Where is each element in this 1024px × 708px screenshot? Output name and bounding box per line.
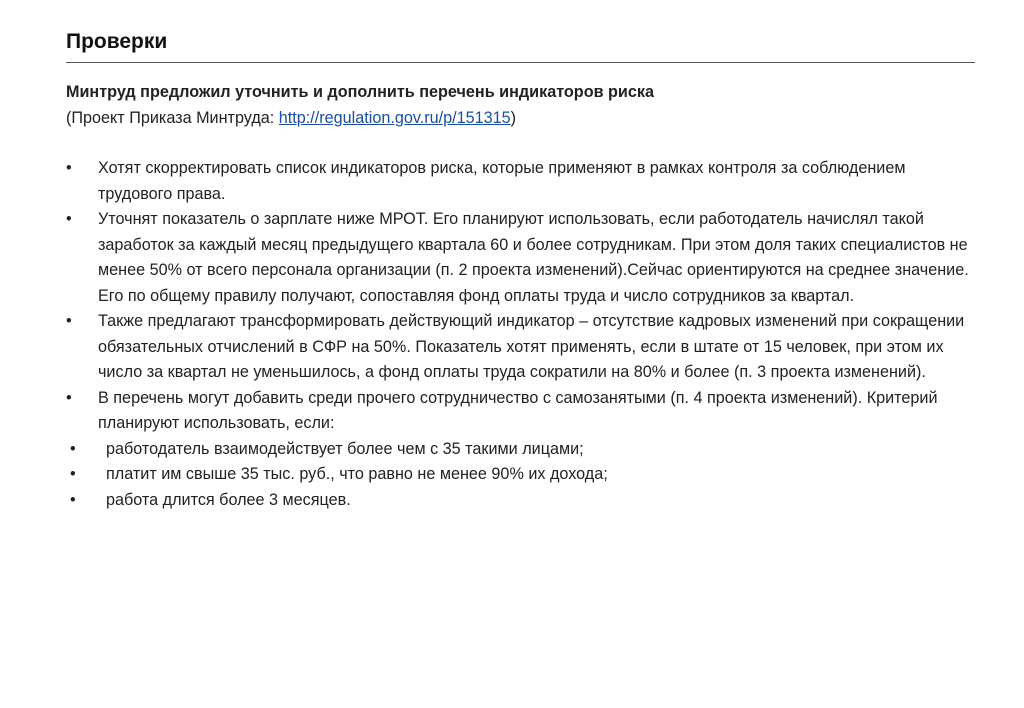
slide-heading: Минтруд предложил уточнить и дополнить перечень индикаторов риска <box>66 83 654 101</box>
sub-list-item-text: работодатель взаимодействует более чем с 35 такими лицами; <box>106 439 584 458</box>
list-item <box>66 207 978 309</box>
sub-list-item <box>66 462 978 488</box>
list-item-text: В перечень могут добавить среди прочего сотрудничество с самозанятыми (п. 4 проекта изменений). Критерий планируют использовать, если: <box>98 388 938 432</box>
slide-content <box>66 80 978 513</box>
bullet-list <box>66 156 978 437</box>
source-link[interactable]: http://regulation.gov.ru/p/151315 <box>278 108 511 127</box>
sub-list-item <box>66 437 978 463</box>
spacer <box>66 131 978 156</box>
list-item-text: Хотят скорректировать список индикаторов риска, которые применяют в рамках контроля за соблюдением трудового права. <box>98 159 906 203</box>
list-item <box>66 386 978 437</box>
list-item <box>66 156 978 207</box>
source-prefix: (Проект Приказа Минтруда: <box>66 108 279 127</box>
bullet-icon: • <box>66 388 72 407</box>
bullet-icon: • <box>70 439 76 458</box>
bullet-icon: • <box>66 312 72 330</box>
source-line <box>66 106 978 132</box>
list-item <box>66 309 978 386</box>
bullet-icon: • <box>66 159 72 177</box>
sub-list-item-text: платит им свыше 35 тыс. руб., что равно не менее 90% их дохода; <box>106 465 608 483</box>
list-item-text: Уточнят показатель о зарплате ниже МРОТ. Его планируют использовать, если работодатель начислял такой заработок за каждый месяц предыдущего квартала 60 и более сотрудникам. При этом доля таких специалистов не менее 50% от всего персонала организации (п. 2 проекта изменений).Сейчас ориентируются на среднее значение. Его по общему правилу получают, сопоставляя фонд оплаты труда и число сотрудников за квартал. <box>98 210 969 305</box>
sub-list-item-text: работа длится более 3 месяцев. <box>106 490 351 509</box>
sub-bullet-list <box>66 437 978 514</box>
title-divider <box>66 62 975 63</box>
bullet-icon: • <box>66 210 72 228</box>
slide-title: Проверки <box>66 30 168 53</box>
list-item-text: Также предлагают трансформировать действующий индикатор – отсутствие кадровых изменений при сокращении обязательных отчислений в СФР на 50%. Показатель хотят применять, если в штате от 15 человек, при этом их число за квартал не уменьшилось, а фонд оплаты труда сократили на 80% и более (п. 3 проекта изменений). <box>98 312 965 381</box>
source-suffix: ) <box>510 108 517 127</box>
bullet-icon: • <box>70 490 76 509</box>
sub-list-item <box>66 488 978 514</box>
bullet-icon: • <box>70 465 76 483</box>
